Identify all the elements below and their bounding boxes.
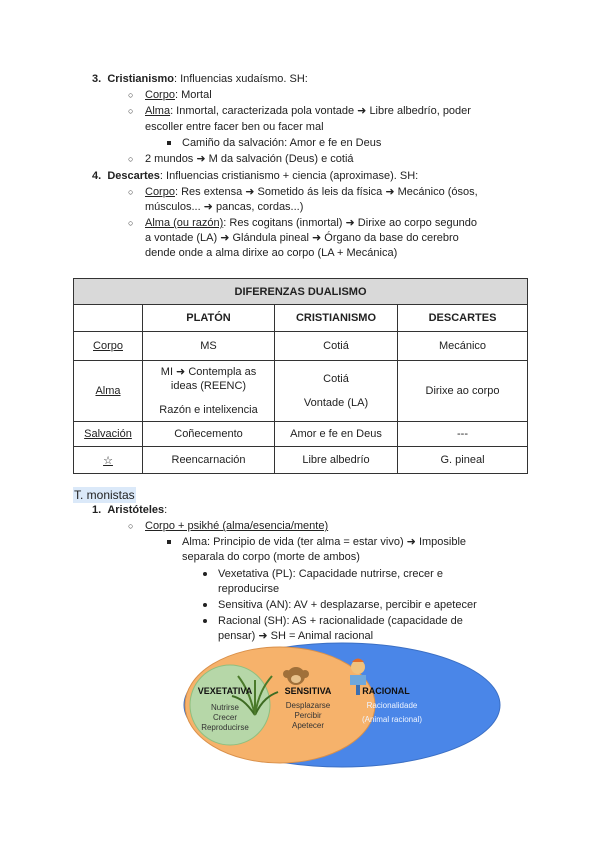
cell-cristianismo: Libre albedrío xyxy=(275,447,398,474)
cell-cristianismo-line-2: Vontade (LA) xyxy=(303,397,369,409)
row-label-star: ☆ xyxy=(74,447,143,474)
racional-title: RACIONAL xyxy=(362,686,410,696)
descartes-alma-text-2: a vontade (LA) ➜ Glándula pineal ➜ Órgano da base do cerebro xyxy=(145,232,459,244)
row-label: Salvación xyxy=(74,422,143,447)
table-header-cristianismo: CRISTIANISMO xyxy=(275,305,398,332)
descartes-corpo-label: Corpo xyxy=(145,186,175,198)
vexetativa-item: Reproducirse xyxy=(201,723,249,732)
descartes-alma-label: Alma (ou razón) xyxy=(145,217,224,229)
monistas-heading: T. monistas xyxy=(74,488,135,502)
cristianismo-intro: : Influencias xudaísmo. SH: xyxy=(173,73,308,85)
sensitiva-item: Percibir xyxy=(294,711,322,720)
descartes-alma-text-3: dende onde a alma dirixe ao corpo (LA + Mecánica) xyxy=(145,247,398,259)
cell-platon-line-2: ideas (REENC) xyxy=(170,380,247,392)
descartes-corpo-text-1: : Res extensa ➜ Sometido ás leis da física ➜ Mecánico (ósos, xyxy=(174,186,478,198)
sensitiva-item: Desplazarse xyxy=(285,701,331,710)
descartes-corpo-text-2: músculos... ➜ pancas, cordas...) xyxy=(145,201,304,213)
cristianismo-corpo-text: : Mortal xyxy=(174,89,212,101)
alma-line-2: separala do corpo (morte de ambos) xyxy=(182,551,360,563)
cell-cristianismo: Cotiá xyxy=(275,332,398,361)
cell-descartes: --- xyxy=(398,422,528,447)
descartes-intro: : Influencias cristianismo + ciencia (aproximase). SH: xyxy=(159,170,419,182)
aristoteles-number: 1. xyxy=(92,504,102,516)
cristianismo-corpo-label: Corpo xyxy=(145,89,175,101)
aristoteles-colon: : xyxy=(164,504,168,516)
vexetativa-item: Nutrirse xyxy=(210,703,240,712)
vexetativa-line-2: reproducirse xyxy=(218,583,280,595)
bullet-circle: ○ xyxy=(128,218,134,228)
table-header-descartes: DESCARTES xyxy=(398,305,528,332)
aristoteles-title: Aristóteles xyxy=(107,504,165,516)
cell-descartes: G. pineal xyxy=(398,447,528,474)
bullet-circle: ○ xyxy=(128,106,134,116)
sensitiva-item: Apetecer xyxy=(291,721,325,730)
cell-descartes: Mecánico xyxy=(398,332,528,361)
vexetativa-item: Crecer xyxy=(212,713,238,722)
cristianismo-alma-text-1: : Inmortal, caracterizada pola vontade ➜ Libre albedrío, poder xyxy=(170,105,471,117)
cell-platon-line-3: Razón e intelixencia xyxy=(159,404,258,416)
bullet-circle: ○ xyxy=(128,187,134,197)
cristianismo-camino: Camiño da salvación: Amor e fe en Deus xyxy=(182,137,382,149)
cell-platon: Coñecemento xyxy=(143,422,275,447)
cell-cristianismo-line-1: Cotiá xyxy=(323,373,349,385)
corpo-psikhe: Corpo + psikhé (alma/esencia/mente) xyxy=(145,520,329,532)
cell-platon: Reencarnación xyxy=(143,447,275,474)
cell-descartes: Dirixe ao corpo xyxy=(398,361,528,422)
cristianismo-mundos: 2 mundos ➜ M da salvación (Deus) e cotiá xyxy=(145,153,354,165)
descartes-title: Descartes xyxy=(107,170,160,182)
table-title: DIFERENZAS DUALISMO xyxy=(74,279,528,305)
racional-line-2: pensar) ➜ SH = Animal racional xyxy=(218,630,374,642)
cell-cristianismo: Amor e fe en Deus xyxy=(275,422,398,447)
cristianismo-alma-label: Alma xyxy=(145,105,171,117)
cell-platon-line-1: MI ➜ Contempla as xyxy=(160,366,257,378)
racional-item: (Animal racional) xyxy=(361,715,423,724)
row-label: Alma xyxy=(74,361,143,422)
row-label: Corpo xyxy=(74,332,143,361)
sensitiva-title: SENSITIVA xyxy=(284,686,332,696)
racional-line-1: Racional (SH): AS + racionalidade (capacidade de xyxy=(218,615,463,627)
cell-platon: MS xyxy=(143,332,275,361)
cristianismo-alma-text-2: escoller entre facer ben ou facer mal xyxy=(145,121,324,133)
racional-item: Racionalidade xyxy=(366,701,418,710)
bullet-circle: ○ xyxy=(128,90,134,100)
bullet-circle: ○ xyxy=(128,521,134,531)
descartes-alma-text-1: : Res cogitans (inmortal) ➜ Dirixe ao corpo segundo xyxy=(223,217,478,229)
cristianismo-title: Cristianismo xyxy=(107,73,174,85)
vexetativa-line-1: Vexetativa (PL): Capacidade nutrirse, crecer e xyxy=(218,568,444,580)
vexetativa-title: VEXETATIVA xyxy=(197,686,253,696)
bullet-circle: ○ xyxy=(128,154,134,164)
table-header-platon: PLATÓN xyxy=(143,305,275,332)
descartes-number: 4. xyxy=(92,170,102,182)
sensitiva-line: Sensitiva (AN): AV + desplazarse, percibir e apetecer xyxy=(218,599,477,611)
alma-line-1: Alma: Principio de vida (ter alma = estar vivo) ➜ Imposible xyxy=(182,536,467,548)
cristianismo-number: 3. xyxy=(92,73,102,85)
